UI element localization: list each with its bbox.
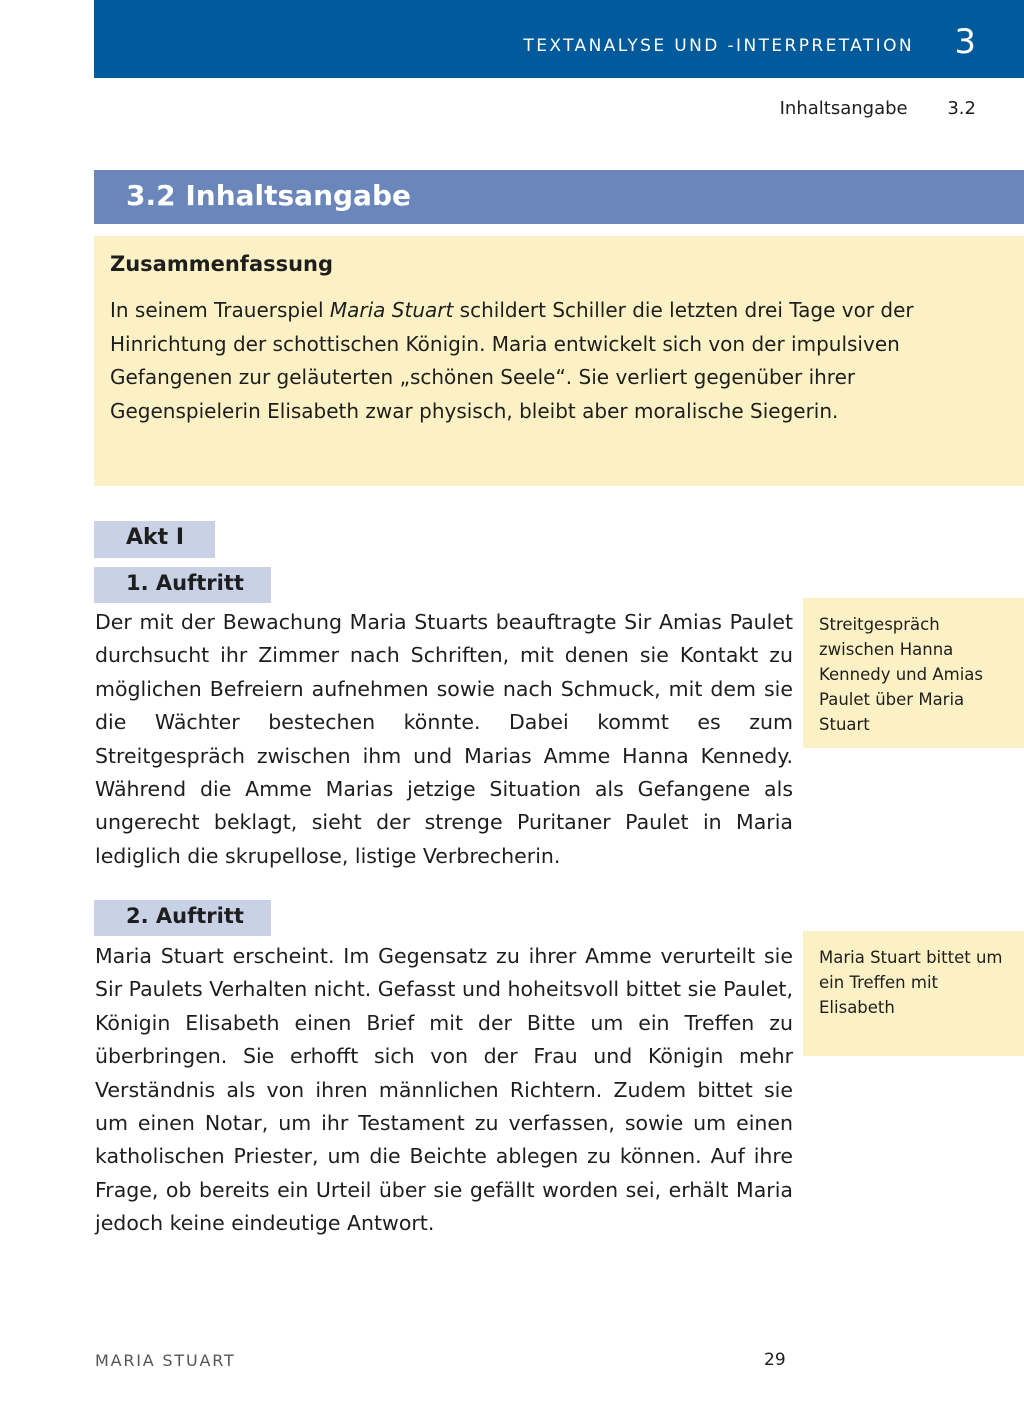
work-title: Maria Stuart (329, 298, 454, 322)
subsection-title: Inhaltsangabe (779, 98, 908, 119)
summary-text-start: In seinem Trauerspiel (110, 298, 330, 322)
section-heading: 3.2 Inhaltsangabe (126, 179, 411, 212)
scene-1-text: Der mit der Bewachung Maria Stuarts beauftragte Sir Amias Paulet durchsucht ihr Zimmer nach Schriften, mit denen sie Kontakt zu möglichen Befreiern aufnehmen sowie nach Schmuck, mit dem sie die Wächter bestechen könnte. Dabei kommt es zum Streitgespräch zwischen ihm und Marias Amme Hanna Kennedy. Während die Amme Marias jetzige Situation als Gefangene als ungerecht beklagt, sieht der strenge Puritaner Paulet in Maria lediglich die skrupellose, listige Verbrecherin. (95, 610, 793, 868)
footer-book-title: MARIA STUART (95, 1351, 236, 1370)
running-subheader (780, 98, 976, 119)
margin-note-2 (803, 931, 1024, 1056)
summary-text-end: schildert Schiller die letzten drei Tage vor der Hinrichtung der schottischen Königin. Maria entwickelt sich von der impulsiven Gefangenen zur geläuterten „schönen Seele“. Sie verliert gegenüber ihrer Gegenspielerin Elisabeth zwar physisch, bleibt aber moralische Siegerin. (110, 298, 914, 423)
summary-title: Zusammenfassung (110, 252, 334, 276)
scene-2-text: Maria Stuart erscheint. Im Gegensatz zu ihrer Amme verurteilt sie Sir Paulets Verhalten nicht. Gefasst und hoheitsvoll bittet sie Paulet, Königin Elisabeth einen Brief mit der Bitte um ein Treffen zu überbringen. Sie erhofft sich von der Frau und Königin mehr Verständnis als von ihren männlichen Richtern. Zudem bittet sie um einen Notar, um ihr Testament zu verfassen, sowie um einen katholischen Priester, um die Beichte ablegen zu können. Auf ihre Frage, ob bereits ein Urteil über sie gefällt worden sei, erhält Maria jedoch keine eindeutige Antwort. (95, 944, 793, 1236)
scene-label-1 (94, 567, 271, 603)
margin-note-text: Streitgespräch zwischen Hanna Kennedy und Amias Paulet über Maria Stuart (819, 615, 983, 734)
summary-box (94, 236, 1024, 486)
act-label (94, 521, 215, 558)
section-heading-bar (94, 170, 1024, 224)
subsection-number: 3.2 (947, 98, 976, 119)
chapter-header-bar (94, 0, 1024, 78)
margin-note-text: Maria Stuart bittet um ein Treffen mit Elisabeth (819, 948, 1003, 1017)
scene-label-text: 2. Auftritt (126, 904, 244, 928)
summary-text (110, 294, 990, 428)
page-number: 29 (764, 1350, 786, 1370)
scene-label-2 (94, 900, 271, 936)
margin-note-1 (803, 598, 1024, 748)
scene-label-text: 1. Auftritt (126, 571, 244, 595)
chapter-title: TEXTANALYSE UND -INTERPRETATION (523, 36, 914, 56)
chapter-number: 3 (954, 22, 976, 62)
act-label-text: Akt I (126, 525, 185, 550)
